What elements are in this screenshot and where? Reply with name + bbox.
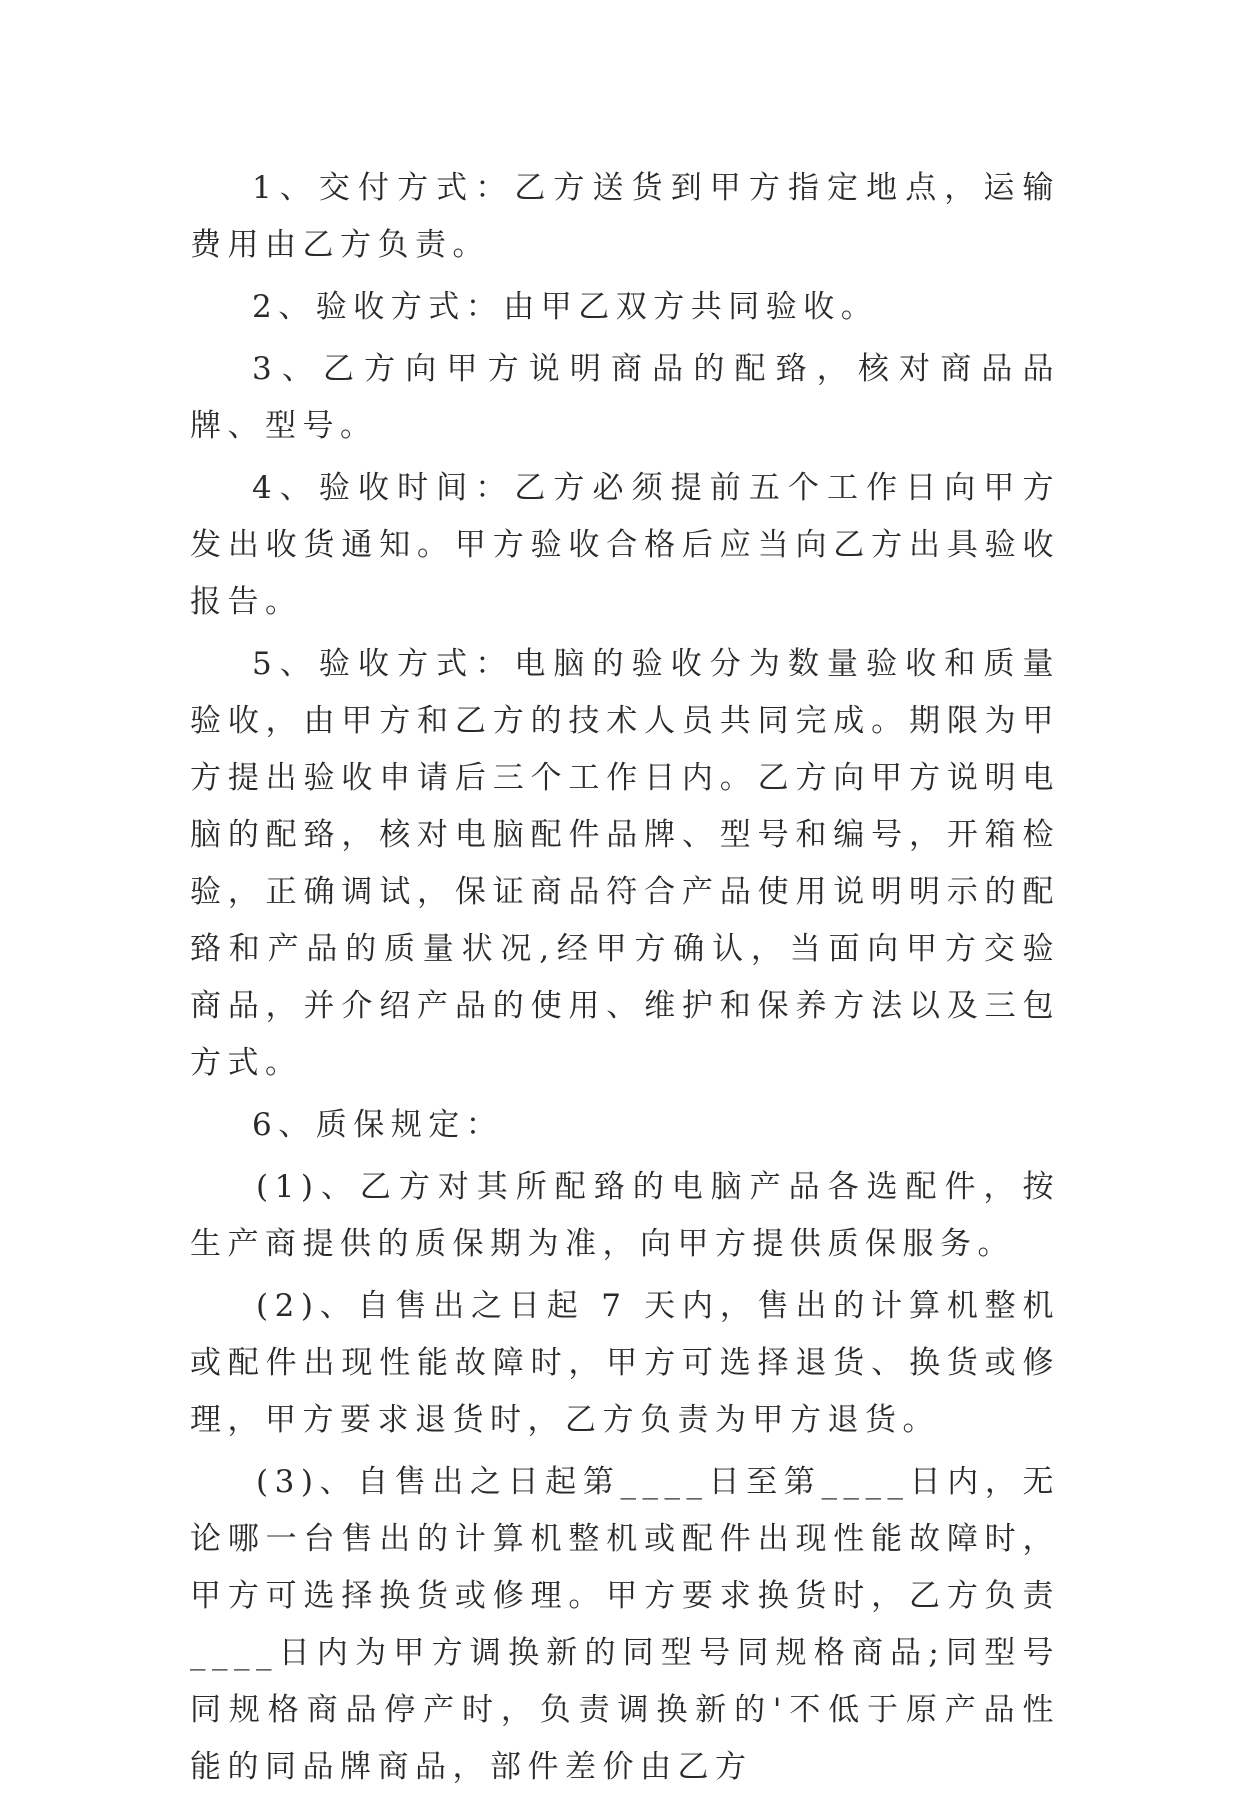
paragraph-warranty-item-3: (3)、自售出之日起第____日至第____日内，无论哪一台售出的计算机整机或配件出现性能故障时，甲方可选择换货或修理。甲方要求换货时，乙方负责____日内为甲方调换新的同型号同规格商品;同型号同规格商品停产时，负责调换新的'不低于原产品性能的同品牌商品，部件差价由乙方 <box>190 1464 1060 1785</box>
paragraph-computer-acceptance: 5、验收方式：电脑的验收分为数量验收和质量验收，由甲方和乙方的技术人员共同完成。期限为甲方提出验收申请后三个工作日内。乙方向甲方说明电脑的配臵，核对电脑配件品牌、型号和编号，开箱检验，正确调试，保证商品符合产品使用说明明示的配臵和产品的质量状况,经甲方确认，当面向甲方交验商品，并介绍产品的使用、维护和保养方法以及三包方式。 <box>190 646 1060 1081</box>
paragraph-delivery-method: 1、交付方式：乙方送货到甲方指定地点，运输费用由乙方负责。 <box>190 170 1060 263</box>
paragraph-acceptance-time: 4、验收时间：乙方必须提前五个工作日向甲方发出收货通知。甲方验收合格后应当向乙方出具验收报告。 <box>190 470 1060 620</box>
document-body <box>190 160 1060 1801</box>
paragraph-warranty-item-2: (2)、自售出之日起 7 天内，售出的计算机整机或配件出现性能故障时，甲方可选择退货、换货或修理，甲方要求退货时，乙方负责为甲方退货。 <box>190 1288 1060 1438</box>
paragraph-warranty-item-1: (1)、乙方对其所配臵的电脑产品各选配件，按生产商提供的质保期为准，向甲方提供质保服务。 <box>190 1169 1060 1262</box>
paragraph-warranty-heading: 6、质保规定： <box>252 1107 504 1143</box>
paragraph-acceptance-method: 2、验收方式：由甲乙双方共同验收。 <box>252 289 879 325</box>
paragraph-configuration-check: 3、乙方向甲方说明商品的配臵，核对商品品牌、型号。 <box>190 351 1060 444</box>
